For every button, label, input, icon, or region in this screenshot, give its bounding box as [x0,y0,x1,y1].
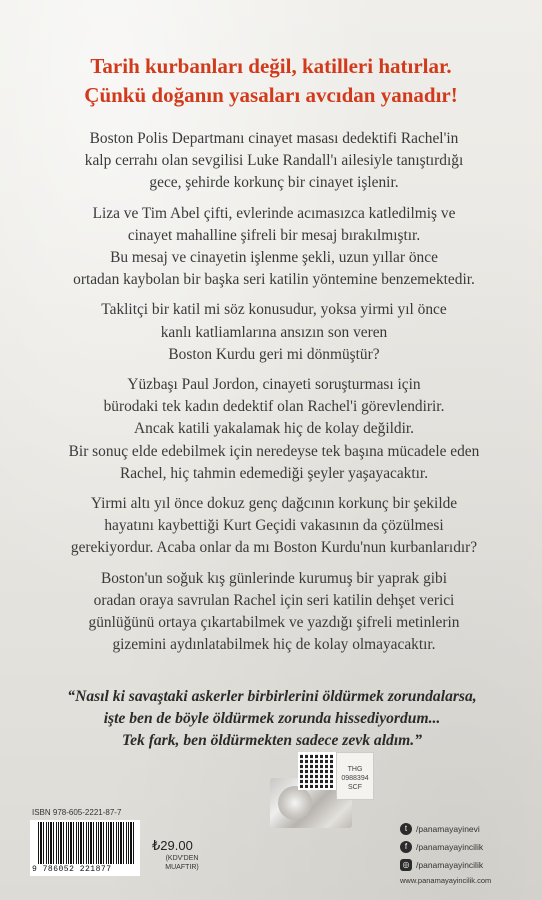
text-line: kanlı katliamlarına ansızın son veren [160,323,388,341]
text-line: Ancak katili yakalamak hiç de kolay değildir. [134,420,414,438]
price-note: (KDV'DEN MUAFTIR) [165,855,199,871]
text-line: Liza ve Tim Abel çifti, evlerinde acımasızca katledilmiş ve [92,204,456,222]
synopsis [44,128,504,664]
barcode [30,820,140,876]
qr-code-icon [298,752,336,790]
text-line: cinayet mahalline şifreli bir mesaj bırakılmıştır. [127,226,421,244]
text-line: hayatını kaybettiği Kurt Geçidi vakasının da çözülmesi [104,517,444,535]
pull-quote [30,686,514,752]
text-line: kalp cerrahı olan sevgilisi Luke Randall'ı ailesiyle tanıştırdığı [84,152,464,170]
text-line: Rachel, hiç tahmin edemediği şeyler yaşayacaktır. [119,464,429,482]
price: ₺29.00 [152,838,193,853]
text-line: bürodaki tek kadın dedektif olan Rachel'i görevlendirir. [103,398,445,416]
social-item-instagram[interactable] [400,856,483,874]
synopsis-paragraph-4 [44,374,504,485]
security-sticker: THG 0988394 SCF [336,752,374,800]
twitter-icon: t [400,823,412,835]
text-line: Boston Kurdu geri mi dönmüştür? [168,345,380,363]
social-item-facebook[interactable] [400,838,483,856]
tagline-line-1: Tarih kurbanları değil, katilleri hatırlar. [90,54,452,78]
quote-line-2: işte ben de böyle öldürmek zorunda hissediyordum... [103,710,441,727]
instagram-icon: ◎ [400,859,412,871]
text-line: Yüzbaşı Paul Jordon, cinayeti soruşturması için [127,376,421,394]
website-link[interactable]: www.panamayayincilik.com [400,876,492,885]
text-line: ortadan kaybolan bir başka seri katilin yöntemine benzemektedir. [73,271,475,289]
text-line: oradan oraya savrulan Rachel için seri katilin dehşet verici [93,591,455,609]
text-line: günlüğünü ortaya çıkartabilmek ve yazdığı şifreli metinlerin [88,614,460,632]
synopsis-paragraph-1 [44,128,504,195]
synopsis-paragraph-2 [44,203,504,292]
social-links [400,820,483,874]
facebook-icon: f [400,841,412,853]
tagline-line-2: Çünkü doğanın yasaları avcıdan yanadır! [84,83,458,107]
synopsis-paragraph-3 [44,299,504,366]
text-line: Bu mesaj ve cinayetin işlenme şekli, uzun yıllar önce [110,249,438,267]
isbn-label: ISBN 978-605-2221-87-7 [32,808,122,817]
quote-line-3: Tek fark, ben öldürmekten sadece zevk aldım.” [121,732,422,749]
barcode-bars [38,822,134,864]
social-handle: /panamayayinevi [416,824,480,834]
synopsis-paragraph-5 [44,493,504,560]
social-handle: /panamayayincilik [416,842,484,852]
quote-line-1: “Nasıl ki savaştaki askerler birbirlerini öldürmek zorundalarsa, [67,688,477,705]
text-line: Taklitçi bir katil mi söz konusudur, yoksa yirmi yıl önce [101,301,447,319]
text-line: gece, şehirde korkunç bir cinayet işlenir. [149,174,399,192]
synopsis-paragraph-6 [44,568,504,657]
text-line: Bir sonuç elde edebilmek için neredeyse tek başına mücadele eden [68,442,480,460]
barcode-digits: 9 786052 221877 [32,865,112,874]
text-line: gizemini aydınlatabilmek hiç de kolay olmayacaktır. [112,636,436,654]
text-line: Boston Polis Departmanı cinayet masası dedektifi Rachel'in [89,130,459,147]
text-line: Yirmi altı yıl önce dokuz genç dağcının korkunç bir şekilde [90,495,458,513]
text-line: gerekiyordur. Acaba onlar da mı Boston Kurdu'nun kurbanlarıdır? [70,539,478,557]
tagline [0,52,542,110]
text-line: Boston'un soğuk kış günlerinde kurumuş bir yaprak gibi [100,569,448,587]
hologram-seal-icon [278,786,312,820]
social-handle: /panamayayincilik [416,860,484,870]
social-item-twitter[interactable] [400,820,483,838]
